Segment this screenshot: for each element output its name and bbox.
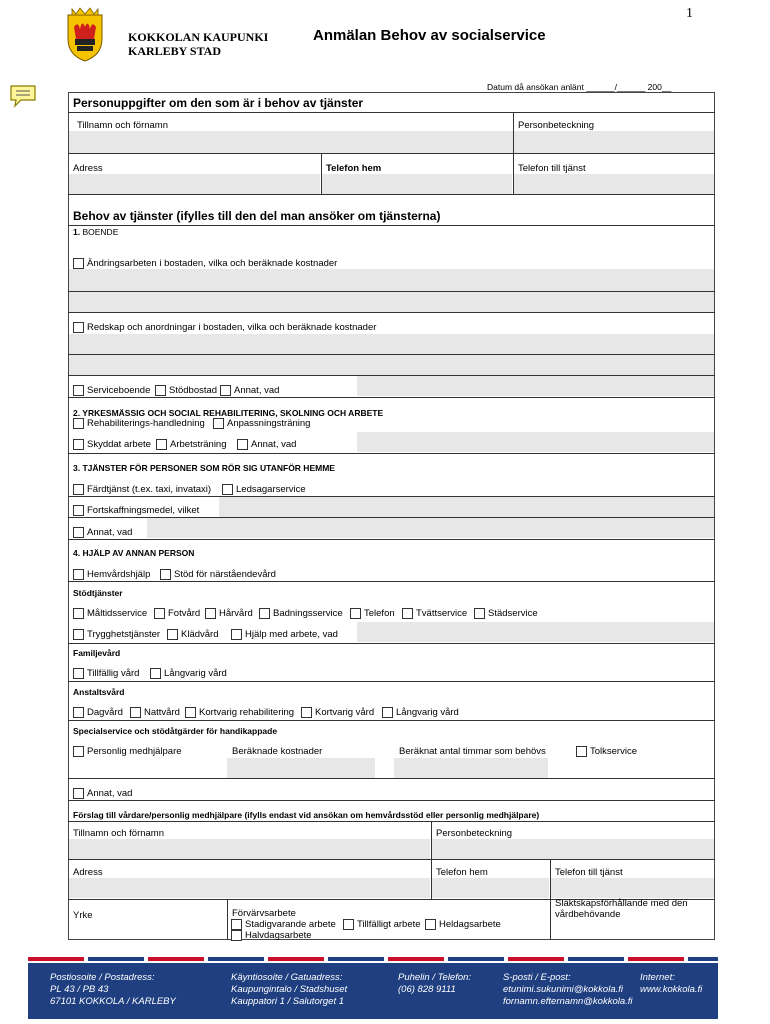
caregiver-id-label: Personbeteckning — [436, 828, 513, 839]
coat-of-arms-icon — [62, 5, 108, 63]
outside-title: 3. TJÄNSTER FÖR PERSONER SOM RÖR SIG UTANFÖR HEMME — [73, 463, 335, 473]
outside-other-field[interactable] — [147, 518, 714, 538]
boende-other-field[interactable] — [357, 376, 714, 396]
caregiver-relation-label: Släktskapsförhållande med den vårdbehövande — [555, 898, 688, 920]
checkbox-safety-services[interactable]: Trygghetstjänster — [73, 629, 160, 640]
applicant-phone-home-field[interactable] — [322, 174, 512, 194]
equipment-field[interactable] — [69, 334, 714, 354]
applicant-name-field[interactable] — [69, 131, 513, 153]
document-title: Anmälan Behov av socialservice — [313, 27, 546, 44]
caregiver-phone-work-label: Telefon till tjänst — [555, 867, 623, 878]
checkbox-bathing[interactable]: Badningsservice — [259, 608, 343, 619]
estimated-hours-field[interactable] — [394, 758, 548, 778]
checkbox-night-care[interactable]: Nattvård — [130, 707, 180, 718]
applicant-id-label: Personbeteckning — [518, 120, 595, 131]
caregiver-address-field[interactable] — [69, 878, 430, 898]
checkbox-special-other[interactable]: Annat, vad — [73, 788, 132, 799]
applicant-phone-home-label: Telefon hem — [326, 163, 382, 174]
checkbox-boende-other[interactable]: Annat, vad — [220, 385, 279, 396]
checkbox-telephone[interactable]: Telefon — [350, 608, 395, 619]
checkbox-long-care[interactable]: Långvarig vård — [382, 707, 459, 718]
mobility-aid-field[interactable] — [219, 497, 714, 517]
caregiver-id-field[interactable] — [432, 839, 714, 859]
checkbox-adaptation-training[interactable]: Anpassningsträning — [213, 418, 310, 429]
footer-visit: Käyntiosoite / Gatuadress: Kaupungintalo / Stadshuset Kauppatori 1 / Salutorget 1 — [231, 972, 348, 1007]
caregiver-title: Förslag till vårdare/personlig medhjälpare (ifylls endast vid ansökan om hemvårdsstöd eller personlig medhjälpare) — [73, 810, 540, 820]
checkbox-home-help[interactable]: Hemvårdshjälp — [73, 569, 150, 580]
caregiver-phone-work-field[interactable] — [551, 878, 714, 898]
rehab-title: 2. YRKESMÄSSIG OCH SOCIAL REHABILITERING, SKOLNING OCH ARBETE — [73, 408, 384, 418]
footer-stripe — [28, 957, 718, 961]
footer-bar — [28, 963, 718, 1019]
checkbox-family-temp[interactable]: Tillfällig vård — [73, 668, 139, 679]
checkbox-escort[interactable]: Ledsagarservice — [222, 484, 306, 495]
caregiver-phone-home-label: Telefon hem — [436, 867, 488, 878]
footer-phone: Puhelin / Telefon: (06) 828 9111 — [398, 972, 472, 995]
special-service-title: Specialservice och stödåtgärder för handikappade — [73, 726, 278, 736]
caregiver-address-label: Adress — [73, 867, 103, 878]
checkbox-meal-service[interactable]: Måltidsservice — [73, 608, 147, 619]
checkbox-equipment[interactable]: Redskap och anordningar i bostaden, vilka och beräknade kostnader — [73, 322, 376, 333]
applicant-address-label: Adress — [73, 163, 103, 174]
checkbox-transport[interactable]: Färdtjänst (t.ex. taxi, invataxi) — [73, 484, 211, 495]
estimated-hours-label: Beräknat antal timmar som behövs — [399, 746, 546, 757]
applicant-phone-work-field[interactable] — [514, 174, 714, 194]
applicant-phone-work-label: Telefon till tjänst — [518, 163, 586, 174]
checkbox-rehab-guidance[interactable]: Rehabiliterings-handledning — [73, 418, 205, 429]
date-received-label: Datum då ansökan anlänt ______/______ 200__ — [487, 82, 672, 92]
applicant-address-field[interactable] — [69, 174, 320, 194]
rehab-other-field[interactable] — [357, 432, 714, 452]
boende-title: 1. BOENDE — [73, 227, 119, 237]
footer-email[interactable]: S-posti / E-post: etunimi.sukunimi@kokkola.fi fornamn.efternamn@kokkola.fi — [503, 972, 633, 1007]
checkbox-stodbostad[interactable]: Stödbostad — [155, 385, 217, 396]
services-heading: Behov av tjänster (ifylles till den del man ansöker om tjänsterna) — [73, 209, 441, 223]
caregiver-occupation-label: Yrke — [73, 910, 93, 921]
checkbox-permanent-work[interactable]: Stadigvarande arbete — [231, 919, 336, 930]
work-help-field[interactable] — [357, 622, 714, 642]
institution-care-title: Anstaltsvård — [73, 687, 125, 697]
support-title: Stödtjänster — [73, 588, 123, 598]
checkbox-personal-assistant[interactable]: Personlig medhjälpare — [73, 746, 182, 757]
checkbox-serviceboende[interactable]: Serviceboende — [73, 385, 150, 396]
applicant-id-field[interactable] — [514, 131, 714, 153]
checkbox-full-day-work[interactable]: Heldagsarbete — [425, 919, 501, 930]
estimated-costs-label: Beräknade kostnader — [232, 746, 323, 757]
checkbox-rehab-other[interactable]: Annat, vad — [237, 439, 296, 450]
checkbox-half-day-work[interactable]: Halvdagsarbete — [231, 930, 312, 941]
checkbox-day-care[interactable]: Dagvård — [73, 707, 123, 718]
org-name-fi: KOKKOLAN KAUPUNKI — [128, 30, 269, 44]
checkbox-outside-other[interactable]: Annat, vad — [73, 527, 132, 538]
page-number: 1 — [686, 6, 693, 21]
checkbox-renovation[interactable]: Ändringsarbeten i bostaden, vilka och beräknade kostnader — [73, 258, 337, 269]
family-care-title: Familjevård — [73, 648, 121, 658]
checkbox-mobility-aid[interactable]: Fortskaffningsmedel, vilket — [73, 505, 199, 516]
checkbox-cleaning[interactable]: Städservice — [474, 608, 538, 619]
checkbox-work-training[interactable]: Arbetsträning — [156, 439, 227, 450]
comment-note-icon[interactable] — [9, 84, 37, 108]
renovation-field-2[interactable] — [69, 292, 714, 312]
checkbox-short-care[interactable]: Kortvarig vård — [301, 707, 374, 718]
checkbox-hair-care[interactable]: Hårvård — [205, 608, 253, 619]
checkbox-foot-care[interactable]: Fotvård — [154, 608, 200, 619]
estimated-costs-field[interactable] — [227, 758, 375, 778]
checkbox-interpreter[interactable]: Tolkservice — [576, 746, 637, 757]
renovation-field[interactable] — [69, 269, 714, 291]
equipment-field-2[interactable] — [69, 355, 714, 375]
checkbox-clothing-care[interactable]: Klädvård — [167, 629, 219, 640]
checkbox-work-help[interactable]: Hjälp med arbete, vad — [231, 629, 338, 640]
personal-heading: Personuppgifter om den som är i behov av tjänster — [73, 96, 364, 110]
checkbox-laundry[interactable]: Tvättservice — [402, 608, 467, 619]
footer-postal: Postiosoite / Postadress: PL 43 / PB 43 67101 KOKKOLA / KARLEBY — [50, 972, 176, 1007]
checkbox-short-rehab[interactable]: Kortvarig rehabilitering — [185, 707, 294, 718]
checkbox-sheltered-work[interactable]: Skyddat arbete — [73, 439, 151, 450]
checkbox-family-long[interactable]: Långvarig vård — [150, 668, 227, 679]
caregiver-phone-home-field[interactable] — [432, 878, 549, 898]
footer-internet[interactable]: Internet: www.kokkola.fi — [640, 972, 703, 995]
help-title: 4. HJÄLP AV ANNAN PERSON — [73, 548, 195, 558]
applicant-name-label: Tillnamn och förnamn — [77, 120, 168, 131]
caregiver-name-label: Tillnamn och förnamn — [73, 828, 164, 839]
org-name-sv: KARLEBY STAD — [128, 44, 222, 58]
checkbox-temporary-work[interactable]: Tillfälligt arbete — [343, 919, 421, 930]
caregiver-name-field[interactable] — [69, 839, 430, 859]
caregiver-employment-label: Förvärvsarbete — [232, 908, 296, 919]
checkbox-carer-support[interactable]: Stöd för närståendevård — [160, 569, 276, 580]
